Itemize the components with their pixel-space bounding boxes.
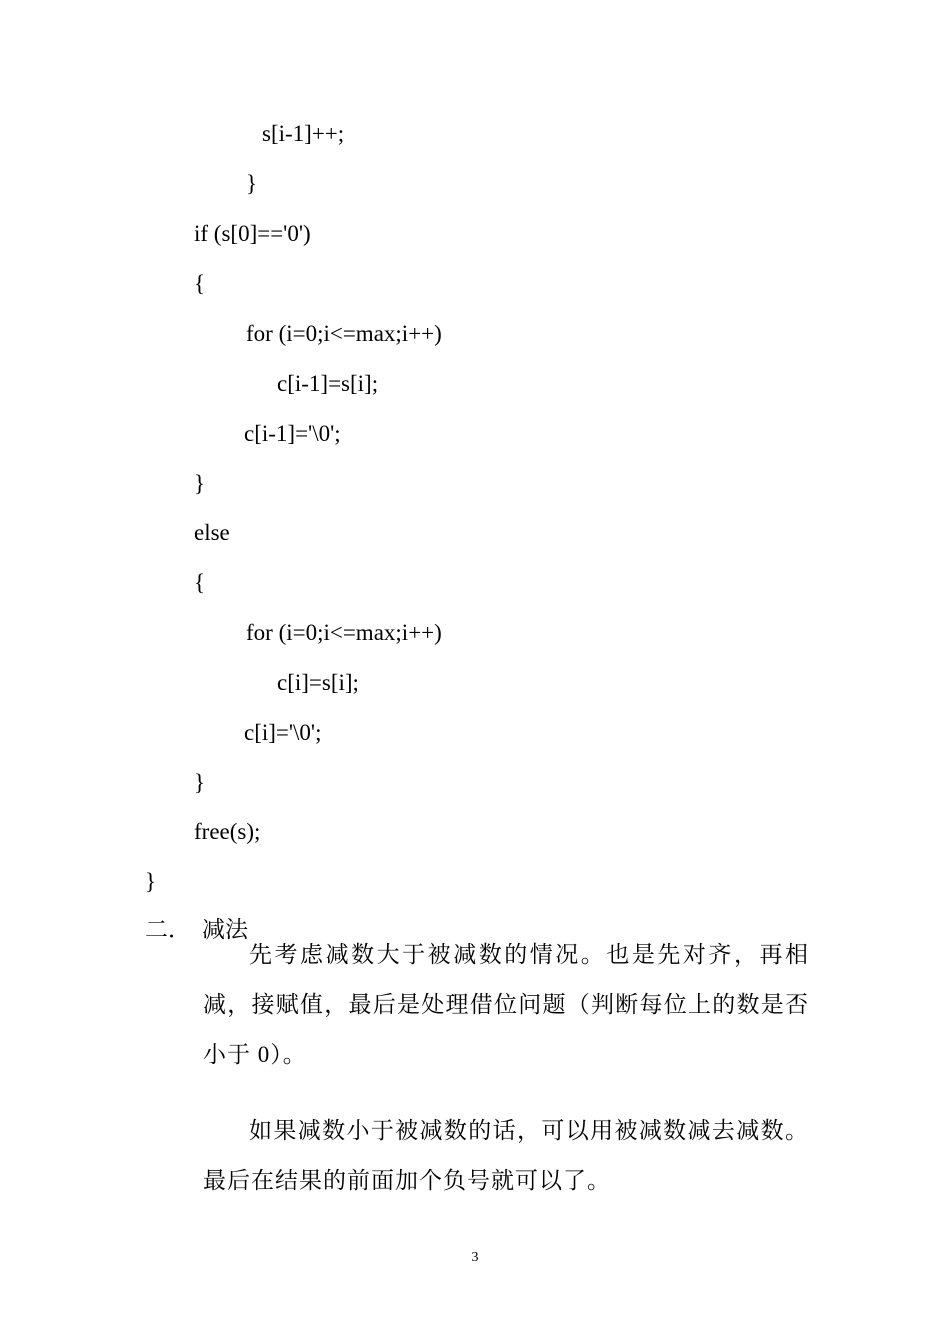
code-line: }: [194, 770, 206, 795]
section-title: 减法: [202, 917, 248, 942]
code-line: for (i=0;i<=max;i++): [246, 321, 442, 346]
code-line: else: [194, 520, 230, 545]
paragraph: 先考虑减数大于被减数的情况。也是先对齐，再相减，接赋值，最后是处理借位问题（判断每位上的数是否小于 0）。: [203, 942, 809, 1067]
page-number: 3: [471, 1250, 479, 1265]
code-line: {: [194, 271, 206, 296]
code-line: c[i]='\0';: [244, 720, 322, 745]
section-number: 二．: [145, 917, 191, 942]
code-line: c[i]=s[i];: [277, 670, 359, 695]
code-line: free(s);: [194, 819, 261, 844]
code-line: {: [194, 570, 206, 595]
code-line: c[i-1]='\0';: [244, 421, 341, 446]
code-line: }: [194, 471, 206, 496]
code-line: for (i=0;i<=max;i++): [246, 620, 442, 645]
code-line: c[i-1]=s[i];: [277, 371, 379, 396]
code-line: s[i-1]++;: [262, 121, 345, 146]
code-line: }: [145, 869, 157, 894]
code-line: }: [246, 171, 258, 196]
code-line: if (s[0]=='0'): [194, 221, 311, 246]
paragraph: 如果减数小于被减数的话，可以用被减数减去减数。最后在结果的前面加个负号就可以了。: [203, 1118, 809, 1193]
